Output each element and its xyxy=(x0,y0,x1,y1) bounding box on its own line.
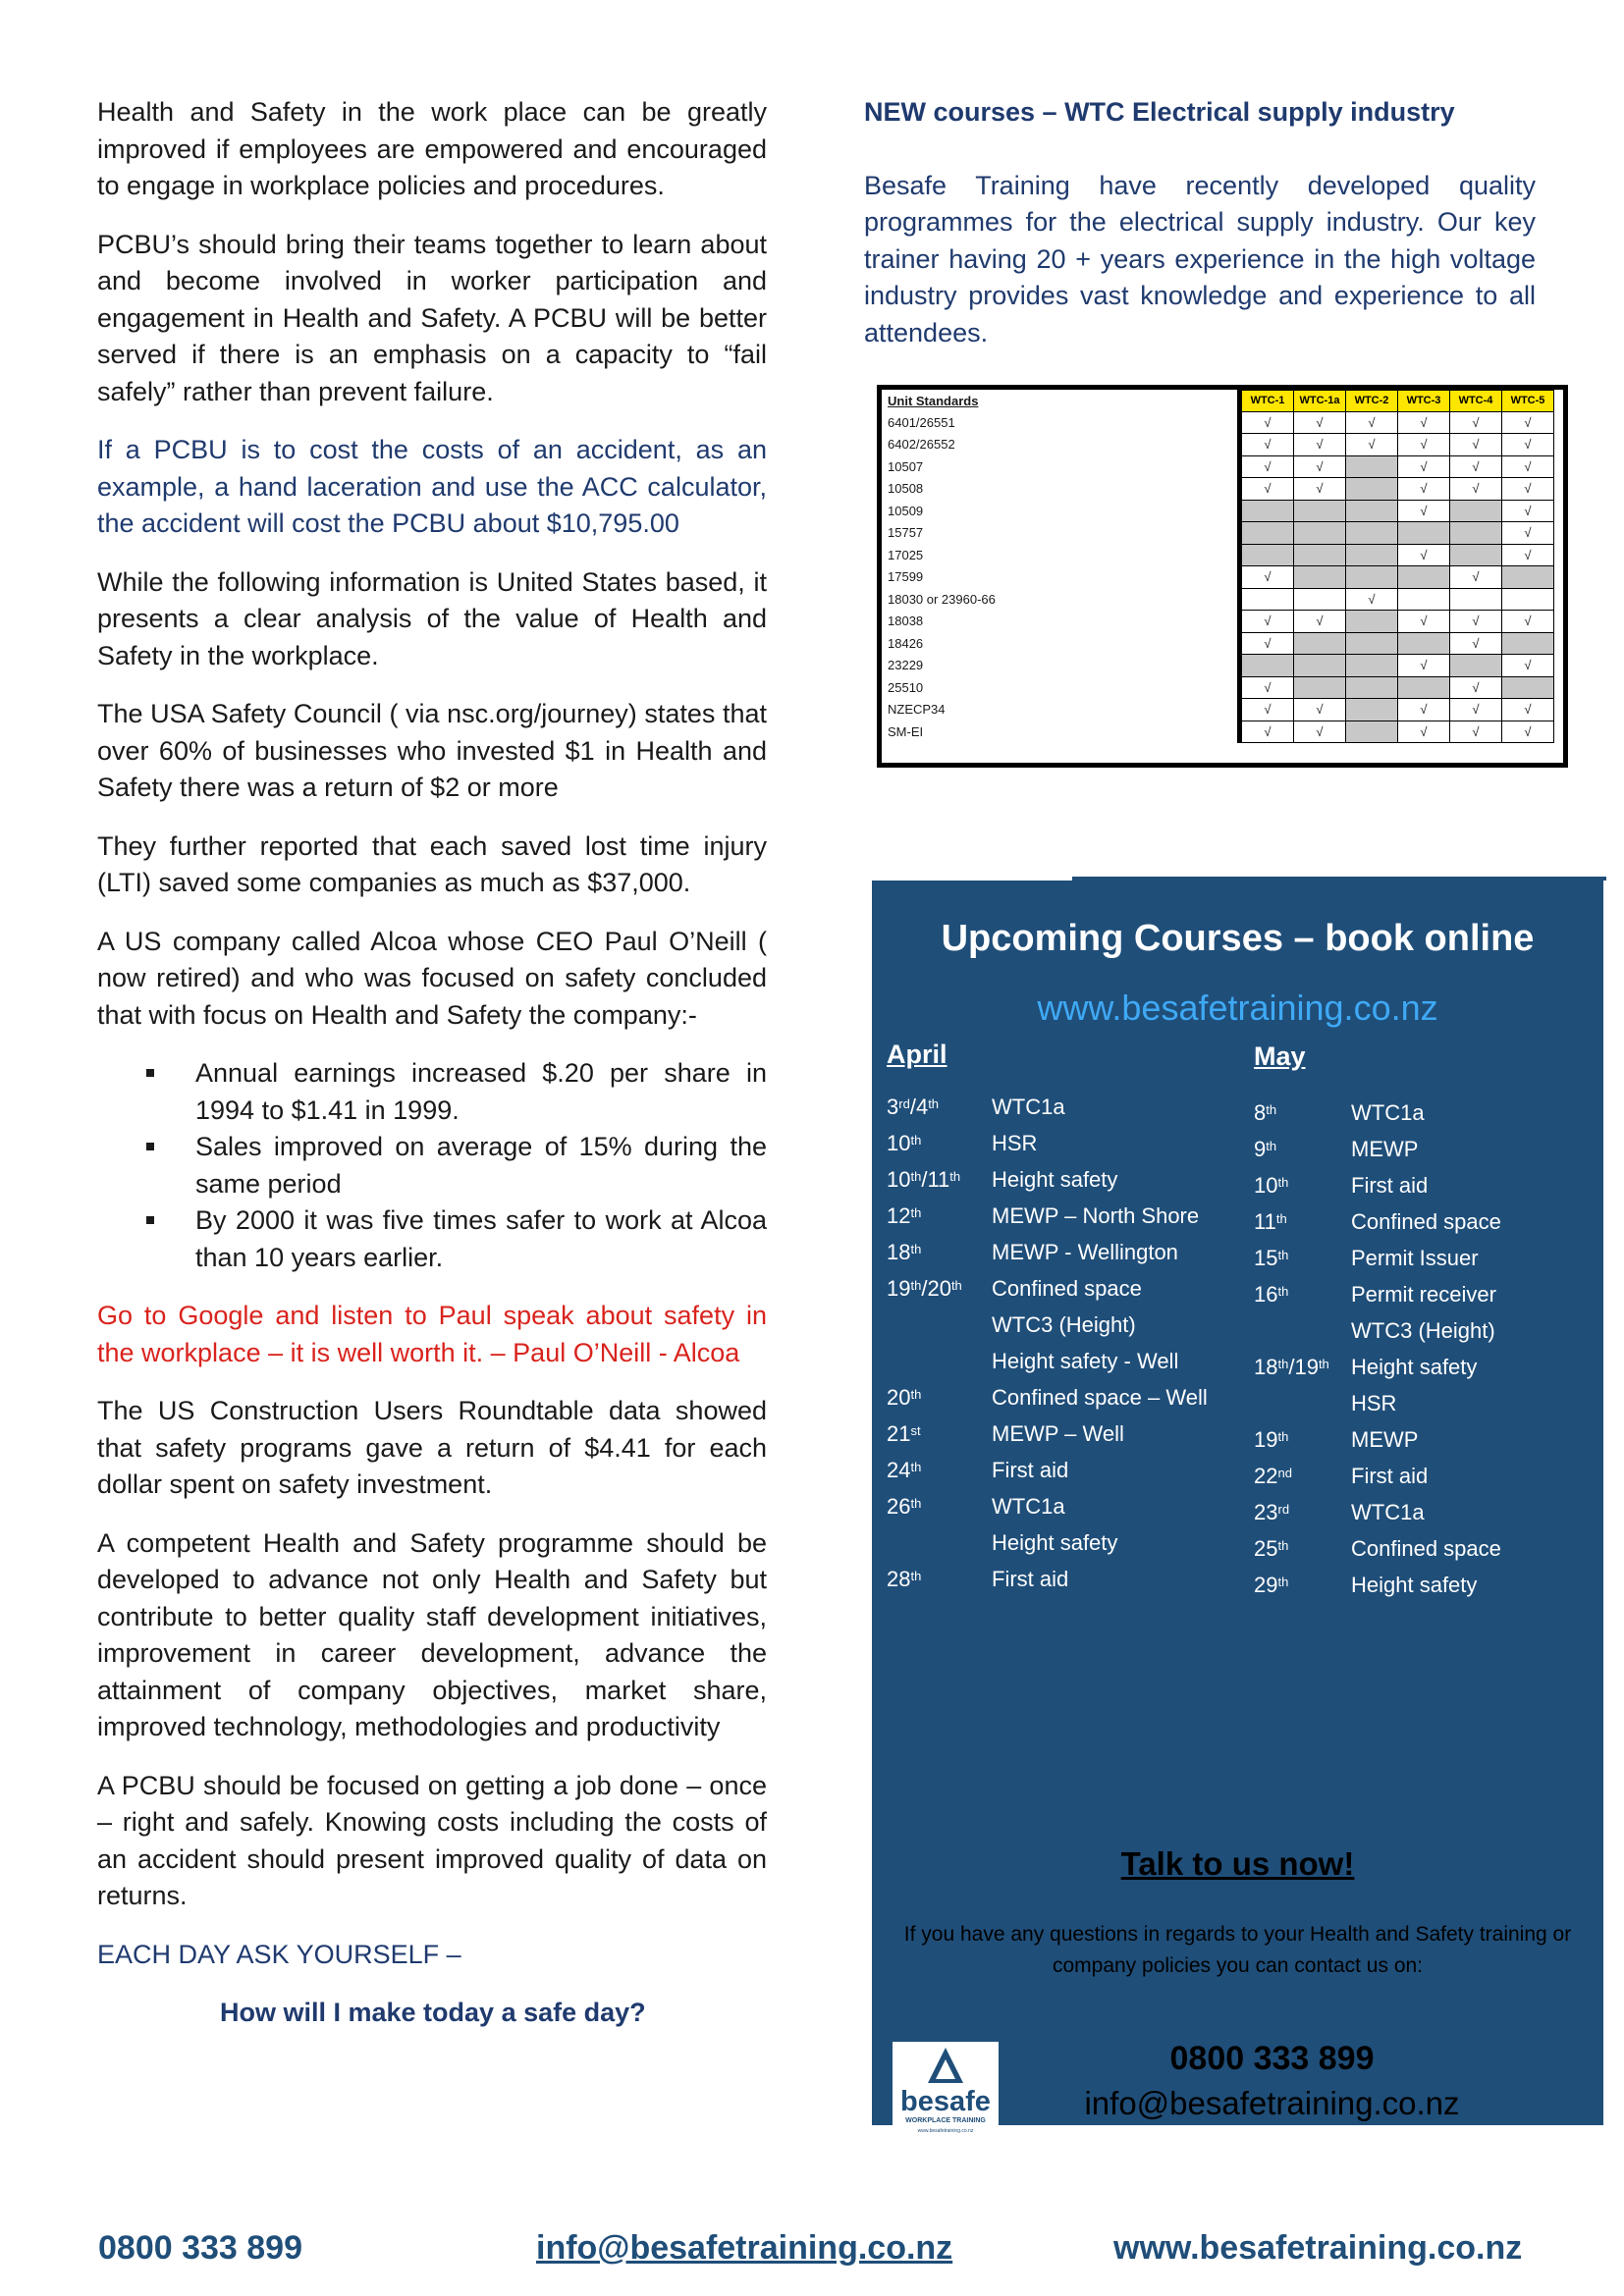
bullet-icon xyxy=(146,1143,154,1150)
check-mark: √ xyxy=(1450,699,1502,721)
not-applicable-cell xyxy=(1346,721,1398,743)
ask-yourself-label: EACH DAY ASK YOURSELF – xyxy=(97,1939,461,1969)
bullet-icon xyxy=(146,1069,154,1077)
unit-standard-code: 10507 xyxy=(882,455,1240,478)
article-paragraph: They further reported that each saved lost time injury (LTI) saved some companies as much as $37,000. xyxy=(97,830,767,897)
course-date: 12th xyxy=(887,1203,922,1228)
course-name: WTC3 (Height) xyxy=(992,1312,1136,1337)
check-mark: √ xyxy=(1502,500,1554,522)
check-mark: √ xyxy=(1502,655,1554,677)
check-mark: √ xyxy=(1294,611,1346,633)
column-header: WTC-4 xyxy=(1450,391,1502,412)
course-date: 10th/11th xyxy=(887,1167,961,1192)
not-applicable-cell xyxy=(1502,676,1554,699)
check-mark: √ xyxy=(1398,699,1450,721)
check-mark: √ xyxy=(1502,544,1554,566)
check-mark: √ xyxy=(1294,455,1346,478)
check-mark: √ xyxy=(1502,455,1554,478)
not-applicable-cell xyxy=(1294,544,1346,566)
not-applicable-cell xyxy=(1346,500,1398,522)
check-mark: √ xyxy=(1450,411,1502,434)
check-mark: √ xyxy=(1450,455,1502,478)
check-mark: √ xyxy=(1502,522,1554,545)
unit-standard-code: 6401/26551 xyxy=(882,411,1240,434)
not-applicable-cell xyxy=(1450,655,1502,677)
april-course-list xyxy=(887,1093,1240,1601)
check-mark: √ xyxy=(1294,411,1346,434)
panel-email[interactable]: info@besafetraining.co.nz xyxy=(1084,2085,1460,2121)
not-applicable-cell xyxy=(1450,522,1502,545)
new-courses-body: Besafe Training have recently developed quality programmes for the electrical supply industry. Our key trainer having 20 + years experience in the high voltage industry provides vast knowledge and experience to all attendees. xyxy=(864,170,1536,347)
course-name: First aid xyxy=(1351,1173,1429,1198)
not-applicable-cell xyxy=(1398,566,1450,589)
unit-standard-code: 25510 xyxy=(882,676,1240,699)
check-mark: √ xyxy=(1240,434,1294,456)
course-date xyxy=(887,1347,992,1383)
logo-wordmark: besafe xyxy=(900,2086,991,2117)
logo-tagline: WORKPLACE TRAINING xyxy=(905,2117,986,2124)
unit-standard-code: 10509 xyxy=(882,500,1240,522)
check-mark: √ xyxy=(1240,676,1294,699)
check-mark: √ xyxy=(1398,611,1450,633)
course-row[interactable] xyxy=(887,1093,1240,1129)
course-name: Confined space – Well xyxy=(992,1385,1208,1410)
check-mark: √ xyxy=(1240,611,1294,633)
course-date: 19th xyxy=(1254,1427,1289,1452)
unit-standards-table xyxy=(877,385,1568,768)
table-row xyxy=(882,655,1554,677)
not-applicable-cell xyxy=(1294,566,1346,589)
not-applicable-cell xyxy=(1398,632,1450,655)
logo-url: www.besafetraining.co.nz xyxy=(917,2128,974,2134)
article-paragraph: A US company called Alcoa whose CEO Paul O’Neill ( now retired) and who was focused on safety concluded that with focus on Health and Safety the company:- xyxy=(97,926,767,1030)
course-name: MEWP xyxy=(1351,1137,1419,1161)
not-applicable-cell xyxy=(1346,455,1398,478)
course-name: WTC1a xyxy=(992,1095,1065,1119)
empty-cell xyxy=(1450,588,1502,611)
safe-day-question: How will I make today a safe day? xyxy=(220,1998,646,2027)
table-row xyxy=(882,434,1554,456)
check-mark: √ xyxy=(1450,478,1502,501)
not-applicable-cell xyxy=(1346,522,1398,545)
check-mark: √ xyxy=(1398,434,1450,456)
course-name: MEWP - Wellington xyxy=(992,1240,1178,1264)
course-date: 23rd xyxy=(1254,1500,1290,1524)
course-date: 10th xyxy=(887,1131,922,1155)
course-date: 15th xyxy=(1254,1246,1289,1270)
check-mark: √ xyxy=(1502,611,1554,633)
unit-standard-code: 18426 xyxy=(882,632,1240,655)
article-paragraph: A competent Health and Safety programme should be developed to advance not only Health and Safety but contribute to better quality staff development initiatives, improvement in career development, advance the attainment of company objectives, market share, improved technology, methodologies and productivity xyxy=(97,1527,767,1741)
course-name: HSR xyxy=(992,1131,1038,1155)
check-mark: √ xyxy=(1346,434,1398,456)
course-date: 26th xyxy=(887,1494,922,1519)
unit-standard-code: 17025 xyxy=(882,544,1240,566)
check-mark: √ xyxy=(1398,500,1450,522)
check-mark: √ xyxy=(1502,411,1554,434)
course-row[interactable] xyxy=(1254,1135,1597,1171)
check-mark: √ xyxy=(1240,455,1294,478)
panel-phone[interactable]: 0800 333 899 xyxy=(1169,2040,1375,2077)
course-row[interactable] xyxy=(887,1129,1240,1165)
contact-note: If you have any questions in regards to your Health and Safety training or company policies you can contact us on: xyxy=(903,1923,1572,1977)
not-applicable-cell xyxy=(1240,522,1294,545)
not-applicable-cell xyxy=(1450,544,1502,566)
course-name: Height safety xyxy=(1351,1355,1478,1379)
course-name: WTC1a xyxy=(1351,1100,1425,1125)
course-name: Height safety xyxy=(1351,1573,1478,1597)
not-applicable-cell xyxy=(1346,566,1398,589)
course-name: Height safety xyxy=(992,1530,1118,1555)
table-row xyxy=(882,721,1554,743)
footer-website[interactable]: www.besafetraining.co.nz xyxy=(1113,2229,1523,2267)
course-date: 18th xyxy=(887,1240,922,1264)
check-mark: √ xyxy=(1450,566,1502,589)
course-date: 19th/20th xyxy=(887,1276,962,1301)
check-mark: √ xyxy=(1240,699,1294,721)
course-date xyxy=(1254,1316,1351,1353)
check-mark: √ xyxy=(1502,699,1554,721)
not-applicable-cell xyxy=(1346,676,1398,699)
check-mark: √ xyxy=(1502,434,1554,456)
course-row[interactable] xyxy=(1254,1280,1597,1316)
course-date: 22nd xyxy=(1254,1464,1292,1488)
footer-phone[interactable]: 0800 333 899 xyxy=(98,2229,302,2267)
course-name: First aid xyxy=(1351,1464,1429,1488)
check-mark: √ xyxy=(1398,655,1450,677)
article-paragraph: Health and Safety in the work place can be greatly improved if employees are empowered and encouraged to engage in workplace policies and procedures. xyxy=(97,97,767,200)
check-mark: √ xyxy=(1450,434,1502,456)
not-applicable-cell xyxy=(1240,500,1294,522)
april-heading: April xyxy=(887,1040,947,1069)
alcoa-results-list xyxy=(97,1055,767,1276)
article-paragraph: PCBU’s should bring their teams together to learn about and become involved in worker participation and engagement in Health and Safety. A PCBU will be better served if there is an emphasis on a capacity to “fail safely” rather than prevent failure. xyxy=(97,229,767,406)
check-mark: √ xyxy=(1398,544,1450,566)
course-row[interactable] xyxy=(1254,1571,1597,1607)
table-row xyxy=(882,522,1554,545)
course-date xyxy=(1254,1389,1351,1425)
course-row[interactable] xyxy=(887,1492,1240,1528)
column-header: WTC-1a xyxy=(1294,391,1346,412)
panel-title: Upcoming Courses – book online xyxy=(941,918,1535,959)
course-row[interactable] xyxy=(1254,1498,1597,1534)
course-date: 24th xyxy=(887,1458,922,1482)
list-item: Sales improved on average of 15% during the same period xyxy=(97,1129,767,1202)
course-row[interactable] xyxy=(1254,1207,1597,1244)
check-mark: √ xyxy=(1398,411,1450,434)
bullet-icon xyxy=(146,1216,154,1224)
table-row xyxy=(882,588,1554,611)
table-row xyxy=(882,566,1554,589)
check-mark: √ xyxy=(1450,611,1502,633)
check-mark: √ xyxy=(1240,411,1294,434)
empty-cell xyxy=(1502,588,1554,611)
course-name: Permit receiver xyxy=(1351,1282,1496,1307)
footer-email[interactable]: info@besafetraining.co.nz xyxy=(536,2229,953,2267)
course-name: WTC1a xyxy=(1351,1500,1425,1524)
course-row[interactable] xyxy=(887,1528,1240,1565)
not-applicable-cell xyxy=(1346,478,1398,501)
check-mark: √ xyxy=(1502,721,1554,743)
unit-standards-header: Unit Standards xyxy=(882,391,1240,412)
course-name: First aid xyxy=(992,1567,1069,1591)
unit-standard-code: 23229 xyxy=(882,655,1240,677)
course-name: HSR xyxy=(1351,1391,1397,1415)
empty-cell xyxy=(1240,588,1294,611)
not-applicable-cell xyxy=(1294,655,1346,677)
table-row xyxy=(882,699,1554,721)
google-callout: Go to Google and listen to Paul speak about safety in the workplace – it is well worth it. – Paul O’Neill - Alcoa xyxy=(97,1301,767,1367)
unit-standard-code: 18038 xyxy=(882,611,1240,633)
booking-link[interactable]: www.besafetraining.co.nz xyxy=(1037,988,1438,1028)
unit-standards-grid xyxy=(882,390,1554,743)
table-row xyxy=(882,411,1554,434)
course-row[interactable] xyxy=(1254,1353,1597,1389)
course-row[interactable] xyxy=(1254,1098,1597,1135)
course-date: 8th xyxy=(1254,1100,1277,1125)
course-date: 11th xyxy=(1254,1209,1287,1234)
course-name: MEWP xyxy=(1351,1427,1419,1452)
course-name: MEWP – Well xyxy=(992,1421,1124,1446)
course-date xyxy=(887,1310,992,1347)
check-mark: √ xyxy=(1294,699,1346,721)
course-row[interactable] xyxy=(887,1201,1240,1238)
article-paragraph: While the following information is United States based, it presents a clear analysis of the value of Health and Safety in the workplace. xyxy=(97,566,767,670)
empty-cell xyxy=(1294,588,1346,611)
course-row[interactable] xyxy=(887,1165,1240,1201)
article-column xyxy=(97,94,767,2032)
check-mark: √ xyxy=(1450,676,1502,699)
not-applicable-cell xyxy=(1346,655,1398,677)
course-row[interactable] xyxy=(1254,1389,1597,1425)
not-applicable-cell xyxy=(1240,655,1294,677)
empty-cell xyxy=(1398,588,1450,611)
table-row xyxy=(882,478,1554,501)
check-mark: √ xyxy=(1346,411,1398,434)
check-mark: √ xyxy=(1398,478,1450,501)
course-name: Confined space xyxy=(1351,1209,1501,1234)
article-paragraph: The US Construction Users Roundtable data showed that safety programs gave a return of $4.41 for each dollar spent on safety investment. xyxy=(97,1396,767,1499)
course-name: Height safety - Well xyxy=(992,1349,1179,1373)
table-row xyxy=(882,611,1554,633)
check-mark: √ xyxy=(1346,588,1398,611)
new-courses-section xyxy=(864,94,1536,351)
not-applicable-cell xyxy=(1346,544,1398,566)
not-applicable-cell xyxy=(1398,522,1450,545)
not-applicable-cell xyxy=(1346,632,1398,655)
check-mark: √ xyxy=(1294,478,1346,501)
course-date: 3rd/4th xyxy=(887,1095,940,1119)
course-row[interactable] xyxy=(1254,1462,1597,1498)
course-name: Height safety xyxy=(992,1167,1118,1192)
table-row xyxy=(882,455,1554,478)
column-header: WTC-3 xyxy=(1398,391,1450,412)
unit-standard-code: 15757 xyxy=(882,522,1240,545)
not-applicable-cell xyxy=(1294,632,1346,655)
course-date: 28th xyxy=(887,1567,922,1591)
course-date: 16th xyxy=(1254,1282,1289,1307)
not-applicable-cell xyxy=(1346,699,1398,721)
course-name: Confined space xyxy=(1351,1536,1501,1561)
check-mark: √ xyxy=(1240,566,1294,589)
course-name: Confined space xyxy=(992,1276,1142,1301)
new-courses-heading: NEW courses – WTC Electrical supply industry xyxy=(864,97,1455,127)
acc-cost-paragraph: If a PCBU is to cost the costs of an accident, as an example, a hand laceration and use the ACC calculator, the accident will cost the PCBU about $10,795.00 xyxy=(97,435,767,538)
check-mark: √ xyxy=(1240,478,1294,501)
table-row xyxy=(882,500,1554,522)
not-applicable-cell xyxy=(1502,632,1554,655)
table-row xyxy=(882,632,1554,655)
unit-standard-code: 10508 xyxy=(882,478,1240,501)
check-mark: √ xyxy=(1398,455,1450,478)
course-row[interactable] xyxy=(887,1310,1240,1347)
course-row[interactable] xyxy=(1254,1244,1597,1280)
column-header: WTC-5 xyxy=(1502,391,1554,412)
course-row[interactable] xyxy=(887,1456,1240,1492)
check-mark: √ xyxy=(1294,434,1346,456)
course-row[interactable] xyxy=(1254,1316,1597,1353)
column-header: WTC-2 xyxy=(1346,391,1398,412)
unit-standard-code: SM-EI xyxy=(882,721,1240,743)
course-row[interactable] xyxy=(887,1565,1240,1601)
course-row[interactable] xyxy=(887,1383,1240,1419)
may-course-list xyxy=(1254,1098,1597,1607)
not-applicable-cell xyxy=(1502,566,1554,589)
not-applicable-cell xyxy=(1346,611,1398,633)
check-mark: √ xyxy=(1240,632,1294,655)
course-name: MEWP – North Shore xyxy=(992,1203,1200,1228)
unit-standard-code: 6402/26552 xyxy=(882,434,1240,456)
check-mark: √ xyxy=(1450,721,1502,743)
course-date: 20th xyxy=(887,1385,922,1410)
not-applicable-cell xyxy=(1294,676,1346,699)
talk-to-us-heading: Talk to us now! xyxy=(1120,1845,1355,1882)
course-date: 25th xyxy=(1254,1536,1289,1561)
course-date: 10th xyxy=(1254,1173,1289,1198)
course-row[interactable] xyxy=(887,1419,1240,1456)
course-date: 18th/19th xyxy=(1254,1355,1329,1379)
may-heading: May xyxy=(1254,1041,1306,1071)
check-mark: √ xyxy=(1398,721,1450,743)
unit-standard-code: 17599 xyxy=(882,566,1240,589)
check-mark: √ xyxy=(1240,721,1294,743)
not-applicable-cell xyxy=(1450,500,1502,522)
article-paragraph: The USA Safety Council ( via nsc.org/journey) states that over 60% of businesses who invested $1 in Health and Safety there was a return of $2 or more xyxy=(97,699,767,802)
course-row[interactable] xyxy=(1254,1425,1597,1462)
article-paragraph: A PCBU should be focused on getting a job done – once – right and safely. Knowing costs including the costs of an accident should present improved quality of data on returns. xyxy=(97,1770,767,1910)
course-row[interactable] xyxy=(887,1347,1240,1383)
unit-standard-code: 18030 or 23960-66 xyxy=(882,588,1240,611)
course-row[interactable] xyxy=(1254,1171,1597,1207)
course-row[interactable] xyxy=(1254,1534,1597,1571)
course-name: Permit Issuer xyxy=(1351,1246,1479,1270)
table-row xyxy=(882,676,1554,699)
column-header: WTC-1 xyxy=(1240,391,1294,412)
upcoming-courses-panel xyxy=(872,881,1603,2134)
course-name: WTC3 (Height) xyxy=(1351,1318,1495,1343)
course-date: 21st xyxy=(887,1421,921,1446)
not-applicable-cell xyxy=(1398,676,1450,699)
course-row[interactable] xyxy=(887,1274,1240,1310)
course-date xyxy=(887,1528,992,1565)
course-row[interactable] xyxy=(887,1238,1240,1274)
unit-standard-code: NZECP34 xyxy=(882,699,1240,721)
list-item: Annual earnings increased $.20 per share in 1994 to $1.41 in 1999. xyxy=(97,1055,767,1129)
not-applicable-cell xyxy=(1294,522,1346,545)
course-date: 29th xyxy=(1254,1573,1289,1597)
check-mark: √ xyxy=(1450,632,1502,655)
course-date: 9th xyxy=(1254,1137,1277,1161)
list-item: By 2000 it was five times safer to work at Alcoa than 10 years earlier. xyxy=(97,1202,767,1276)
not-applicable-cell xyxy=(1294,500,1346,522)
check-mark: √ xyxy=(1502,478,1554,501)
check-mark: √ xyxy=(1294,721,1346,743)
course-name: WTC1a xyxy=(992,1494,1065,1519)
course-name: First aid xyxy=(992,1458,1069,1482)
not-applicable-cell xyxy=(1240,544,1294,566)
table-row xyxy=(882,544,1554,566)
